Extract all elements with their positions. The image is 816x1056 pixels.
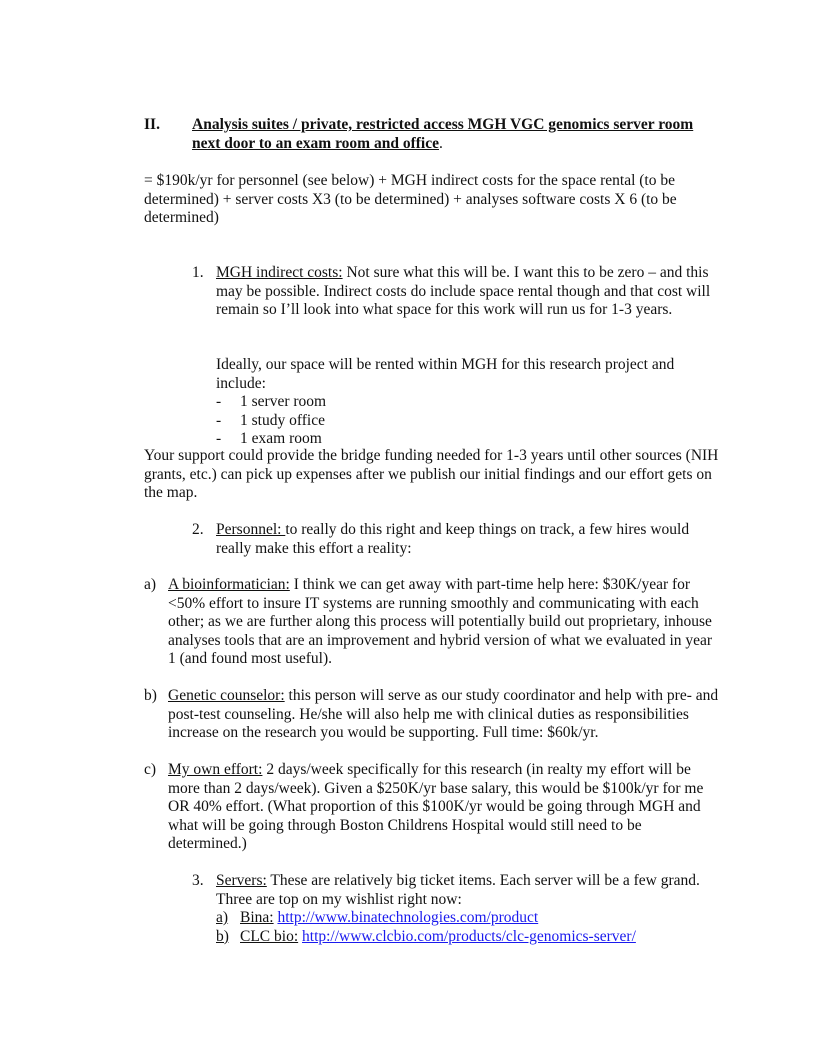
item-label: Servers: bbox=[216, 872, 267, 889]
item-indirect-costs bbox=[192, 264, 716, 320]
item-text: These are relatively big ticket items. Each server will be a few grand. Three are top on my wishlist right now: bbox=[216, 872, 700, 908]
list-item: - 1 server room bbox=[216, 393, 327, 410]
item-text: Not sure what this will be. I want this to be zero – and this may be possible. Indirect costs do include space rental though and that cost will remain so I’ll look into what space for this work will run us for 1-3 years. bbox=[216, 264, 711, 318]
space-intro: Ideally, our space will be rented within MGH for this research project and include: bbox=[216, 356, 675, 392]
item-label: MGH indirect costs: bbox=[216, 264, 343, 281]
item-personnel bbox=[192, 521, 716, 558]
server-item-clc-bio: b) CLC bio: http://www.clcbio.com/products/clc-genomics-server/ bbox=[216, 927, 636, 945]
section-title-period: . bbox=[438, 134, 443, 152]
section-heading bbox=[144, 116, 724, 153]
list-item: - 1 exam room bbox=[216, 430, 322, 447]
section-title: Analysis suites / private, restricted access MGH VGC genomics server room next door to an exam room and office bbox=[192, 116, 694, 152]
item-label: Personnel: bbox=[216, 521, 286, 538]
section-numeral: II. bbox=[144, 116, 160, 133]
support-paragraph: Your support could provide the bridge funding needed for 1-3 years until other sources (NIH grants, etc.) can pick up expenses after we publish our initial findings and our effort gets on the map. bbox=[144, 447, 719, 501]
item-text: to really do this right and keep things on track, a few hires would really make this effort a reality: bbox=[216, 521, 690, 557]
item-number: 3. bbox=[192, 872, 204, 889]
personnel-bioinformatician: a) A bioinformatician: I think we can get away with part-time help here: $30K/year for <50% effort to insure IT systems are running smoothly and communicating with each other; as we are further along this process will potentially build out proprietary, inhouse analyses tools that are an improvement and hybrid version of what we evaluated in year 1 (and found most useful). bbox=[144, 576, 713, 667]
item-servers bbox=[192, 872, 720, 909]
item-number: 1. bbox=[192, 264, 204, 281]
space-paragraph bbox=[216, 356, 716, 449]
server-list bbox=[216, 909, 716, 946]
list-item: - 1 study office bbox=[216, 411, 325, 429]
server-item-bina: a) Bina: http://www.binatechnologies.com/product bbox=[216, 909, 539, 926]
personnel-genetic-counselor: b) Genetic counselor: this person will serve as our study coordinator and help with pre- and post-test counseling. He/she will also help me with clinical duties as responsibilities increase on the research you would be supporting. Full time: $60k/yr. bbox=[144, 687, 719, 741]
cost-summary: = $190k/yr for personnel (see below) + MGH indirect costs for the space rental (to be determined) + server costs X3 (to be determined) + analyses software costs X 6 (to be determined) bbox=[144, 172, 677, 226]
personnel-own-effort: c) My own effort: 2 days/week specifically for this research (in realty my effort will be more than 2 days/week). Given a $250K/yr base salary, this would be $100k/yr for me OR 40% effort. (What proportion of this $100K/yr would be going through MGH and what will be going through Boston Childrens Hospital would still need to be determined.) bbox=[144, 761, 704, 852]
item-number: 2. bbox=[192, 521, 204, 538]
bina-link[interactable]: http://www.binatechnologies.com/product bbox=[277, 909, 539, 926]
clc-bio-link[interactable]: http://www.clcbio.com/products/clc-genomics-server/ bbox=[302, 927, 636, 945]
space-list bbox=[216, 393, 716, 449]
